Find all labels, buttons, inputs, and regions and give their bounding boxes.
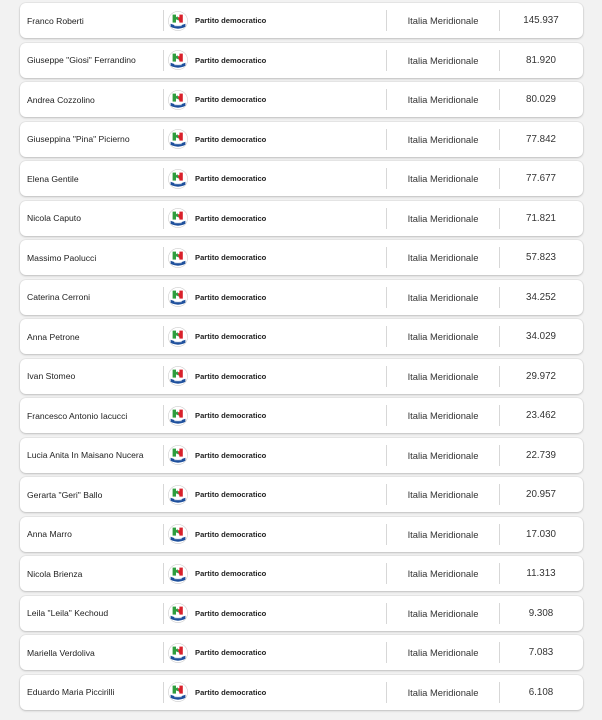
candidate-name: Giuseppe "Giosi" Ferrandino	[27, 55, 136, 65]
vote-count: 34.252	[526, 291, 556, 303]
party-name: Partito democratico	[195, 687, 267, 697]
candidate-name: Nicola Caputo	[27, 213, 81, 223]
party-name: Partito democratico	[195, 371, 267, 381]
candidate-name: Nicola Brienza	[27, 568, 83, 579]
candidate-name: Giuseppina "Pina" Picierno	[27, 134, 130, 144]
pd-logo-icon	[168, 643, 188, 663]
party-name: Partito democratico	[195, 450, 267, 460]
candidate-row[interactable]	[20, 477, 583, 512]
candidate-row[interactable]	[20, 556, 583, 591]
candidate-row[interactable]	[20, 438, 583, 473]
party-cell	[168, 11, 266, 31]
party-name: Partito democratico	[195, 174, 267, 183]
region-label: Italia Meridionale	[407, 449, 479, 461]
candidate-name: Anna Petrone	[27, 331, 80, 342]
candidate-row[interactable]	[20, 359, 583, 394]
vote-count: 6.108	[528, 686, 554, 698]
party-cell	[168, 485, 266, 505]
party-name: Partito democratico	[195, 332, 267, 341]
column-divider	[163, 682, 164, 703]
pd-logo-icon	[168, 169, 188, 189]
party-name: Partito democratico	[195, 213, 267, 223]
party-cell	[168, 603, 266, 623]
pd-logo-icon	[168, 248, 188, 268]
column-divider	[163, 563, 164, 584]
candidate-row[interactable]	[20, 675, 583, 710]
candidate-row[interactable]	[20, 635, 583, 670]
vote-count: 7.083	[528, 647, 554, 658]
region-label: Italia Meridionale	[407, 410, 479, 421]
candidate-name: Elena Gentile	[27, 173, 79, 184]
region-label: Italia Meridionale	[407, 686, 479, 698]
pd-logo-icon	[168, 564, 188, 584]
region-label: Italia Meridionale	[407, 528, 479, 540]
candidate-name: Franco Roberti	[27, 15, 84, 26]
party-cell	[168, 643, 266, 663]
candidate-row[interactable]	[20, 43, 583, 78]
vote-count: 57.823	[526, 252, 556, 263]
candidate-name: Leila "Leila" Kechoud	[27, 608, 109, 618]
party-cell	[168, 682, 266, 702]
vote-count: 20.957	[526, 489, 556, 500]
party-cell	[168, 208, 266, 228]
party-cell	[168, 327, 266, 347]
party-name: Partito democratico	[195, 16, 267, 25]
column-divider	[163, 247, 164, 268]
pd-logo-icon	[168, 406, 188, 426]
region-label: Italia Meridionale	[407, 647, 479, 658]
column-divider	[163, 524, 164, 545]
vote-count: 77.677	[526, 173, 556, 184]
column-divider	[163, 603, 164, 624]
column-divider	[163, 129, 164, 150]
column-divider	[163, 168, 164, 189]
party-cell	[168, 445, 266, 465]
candidate-row[interactable]	[20, 161, 583, 196]
pd-logo-icon	[168, 287, 188, 307]
pd-logo-icon	[168, 50, 188, 70]
pd-logo-icon	[168, 90, 188, 110]
column-divider	[163, 366, 164, 387]
column-divider	[163, 10, 164, 31]
pd-logo-icon	[168, 524, 188, 544]
region-label: Italia Meridionale	[407, 607, 479, 619]
vote-count: 81.920	[526, 54, 556, 66]
candidate-name: Eduardo Maria Piccirilli	[27, 687, 115, 697]
candidate-row[interactable]	[20, 201, 583, 236]
column-divider	[163, 484, 164, 505]
candidate-row[interactable]	[20, 517, 583, 552]
vote-count: 11.313	[526, 568, 556, 579]
candidate-row[interactable]	[20, 596, 583, 631]
candidate-name: Lucia Anita In Maisano Nucera	[27, 450, 144, 460]
candidate-row[interactable]	[20, 3, 583, 38]
pd-logo-icon	[168, 603, 188, 623]
column-divider	[163, 89, 164, 110]
pd-logo-icon	[168, 11, 188, 31]
candidate-row[interactable]	[20, 280, 583, 315]
region-label: Italia Meridionale	[407, 252, 479, 263]
candidate-name: Gerarta "Geri" Ballo	[27, 489, 103, 500]
party-cell	[168, 564, 266, 584]
party-name: Partito democratico	[195, 411, 267, 420]
column-divider	[163, 287, 164, 308]
party-cell	[168, 50, 266, 70]
candidate-row[interactable]	[20, 122, 583, 157]
candidate-name: Caterina Cerroni	[27, 292, 91, 302]
candidate-row[interactable]	[20, 82, 583, 117]
party-cell	[168, 169, 266, 189]
candidate-name: Anna Marro	[27, 529, 72, 539]
party-name: Partito democratico	[195, 55, 267, 65]
pd-logo-icon	[168, 327, 188, 347]
party-cell	[168, 406, 266, 426]
party-name: Partito democratico	[195, 569, 267, 578]
candidate-name: Mariella Verdoliva	[27, 647, 95, 658]
pd-logo-icon	[168, 682, 188, 702]
pd-logo-icon	[168, 485, 188, 505]
party-name: Partito democratico	[195, 529, 267, 539]
region-label: Italia Meridionale	[407, 370, 479, 382]
region-label: Italia Meridionale	[407, 331, 479, 342]
region-label: Italia Meridionale	[407, 568, 479, 579]
region-label: Italia Meridionale	[407, 212, 479, 224]
region-label: Italia Meridionale	[407, 54, 479, 66]
vote-count: 80.029	[526, 94, 556, 105]
vote-count: 29.972	[526, 370, 556, 382]
pd-logo-icon	[168, 208, 188, 228]
party-name: Partito democratico	[195, 134, 267, 144]
vote-count: 22.739	[526, 449, 556, 461]
candidate-name: Massimo Paolucci	[27, 252, 97, 263]
region-label: Italia Meridionale	[407, 291, 479, 303]
vote-count: 17.030	[526, 528, 556, 540]
party-name: Partito democratico	[195, 490, 267, 499]
party-cell	[168, 90, 266, 110]
party-name: Partito democratico	[195, 608, 267, 618]
vote-count: 34.029	[526, 331, 556, 342]
column-divider	[163, 405, 164, 426]
party-name: Partito democratico	[195, 95, 267, 104]
vote-count: 23.462	[526, 410, 556, 421]
column-divider	[163, 445, 164, 466]
vote-count: 71.821	[526, 212, 556, 224]
party-cell	[168, 248, 266, 268]
party-cell	[168, 287, 266, 307]
region-label: Italia Meridionale	[407, 94, 479, 105]
candidate-row[interactable]	[20, 398, 583, 433]
column-divider	[163, 642, 164, 663]
candidate-name: Francesco Antonio Iacucci	[27, 410, 128, 421]
region-label: Italia Meridionale	[407, 15, 479, 26]
vote-count: 145.937	[523, 15, 559, 26]
pd-logo-icon	[168, 445, 188, 465]
candidate-row[interactable]	[20, 319, 583, 354]
party-name: Partito democratico	[195, 253, 267, 262]
pd-logo-icon	[168, 129, 188, 149]
pd-logo-icon	[168, 366, 188, 386]
candidate-name: Andrea Cozzolino	[27, 94, 95, 105]
party-name: Partito democratico	[195, 292, 267, 302]
party-cell	[168, 366, 266, 386]
column-divider	[163, 208, 164, 229]
candidate-row[interactable]	[20, 240, 583, 275]
vote-count: 77.842	[526, 133, 556, 145]
party-name: Partito democratico	[195, 648, 267, 657]
region-label: Italia Meridionale	[407, 489, 479, 500]
candidate-name: Ivan Stomeo	[27, 371, 76, 381]
region-label: Italia Meridionale	[407, 173, 479, 184]
region-label: Italia Meridionale	[407, 133, 479, 145]
party-cell	[168, 129, 266, 149]
column-divider	[163, 50, 164, 71]
column-divider	[163, 326, 164, 347]
vote-count: 9.308	[528, 607, 554, 619]
party-cell	[168, 524, 266, 544]
